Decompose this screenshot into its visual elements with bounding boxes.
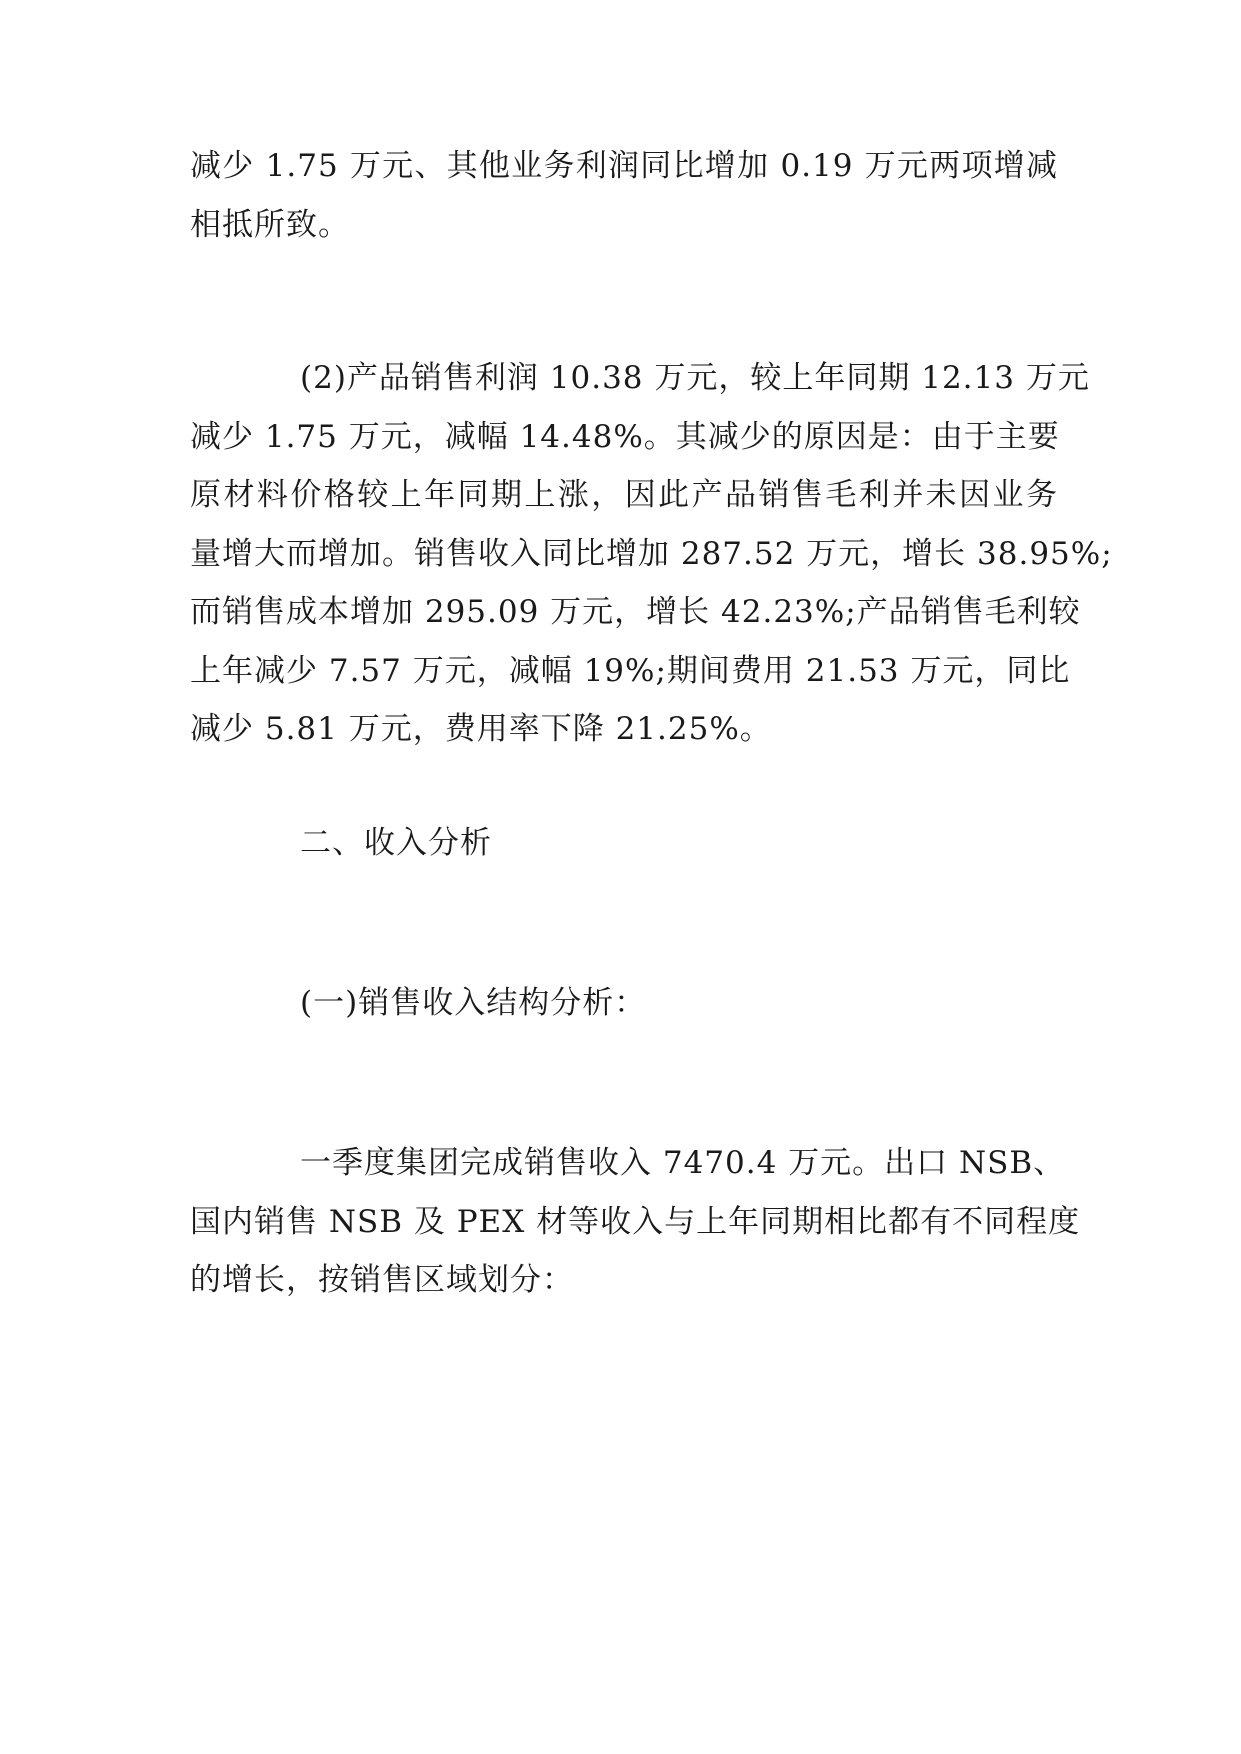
text-line: 减少 1.75 万元、其他业务利润同比增加 0.19 万元两项增减	[190, 148, 1058, 184]
section-heading-income-analysis	[190, 814, 1058, 873]
text-line: 而销售成本增加 295.09 万元，增长 42.23%;产品销售毛利较	[190, 594, 1081, 630]
text-line: (2)产品销售利润 10.38 万元，较上年同期 12.13 万元	[300, 360, 1090, 396]
paragraph-product-sales-profit	[190, 349, 1113, 759]
text-line: 减少 5.81 万元，费用率下降 21.25%。	[190, 711, 772, 747]
text-line: 相抵所致。	[190, 206, 350, 243]
text-line: 的增长，按销售区域划分：	[190, 1262, 574, 1298]
text-line: 上年减少 7.57 万元，减幅 19%;期间费用 21.53 万元，同比	[190, 652, 1071, 689]
text-line: 一季度集团完成销售收入 7470.4 万元。出口 NSB、	[300, 1145, 1066, 1181]
heading-text: (一)销售收入结构分析：	[300, 985, 647, 1021]
text-line: 国内销售 NSB 及 PEX 材等收入与上年同期相比都有不同程度	[190, 1203, 1081, 1240]
paragraph-profit-continuation	[190, 137, 1058, 254]
paragraph-q1-sales	[190, 1134, 1081, 1310]
text-line: 量增大而增加。销售收入同比增加 287.52 万元，增长 38.95%;	[190, 535, 1113, 572]
text-line: 原材料价格较上年同期上涨，因此产品销售毛利并未因业务	[190, 477, 1058, 513]
subsection-heading-sales-structure	[190, 974, 1058, 1033]
text-line: 减少 1.75 万元，减幅 14.48%。其减少的原因是：由于主要	[190, 418, 1060, 455]
heading-text: 二、收入分析	[300, 825, 492, 861]
